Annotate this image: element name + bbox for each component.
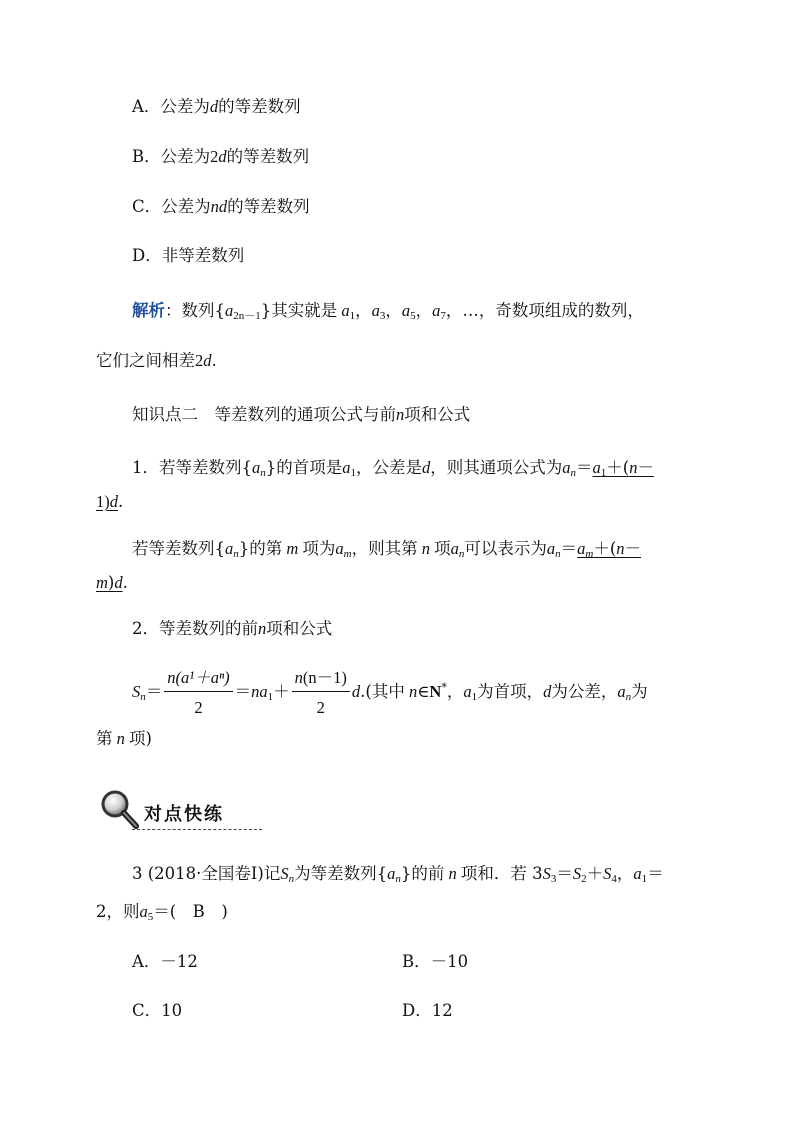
section-rule xyxy=(132,829,262,830)
knowledge-p2-line1: 若等差数列$\{a_n\}$的第 m 项为$a_m$，则其第 n 项$a_n$可以表示为$a_n=a_m+(n-$ xyxy=(132,539,642,560)
analysis-line-1: 解析：数列$\{a_{2n-1}\}$其实就是 $a_1$，$a_3$，$a_5$，$a_7$，…，奇数项组成的数列， xyxy=(132,301,644,322)
sum-formula-line2: 第 n 项) xyxy=(96,729,152,748)
analysis-label: 解析 xyxy=(132,301,165,320)
knowledge-title: 知识点二 等差数列的通项公式与前n项和公式 xyxy=(132,405,471,424)
question-line-1: 3 (2018·全国卷Ⅰ)记$S_n$为等差数列$\{a_n\}$的前 n 项和．若 $3S_3=S_2+S_4$，$a_1=$ xyxy=(132,864,664,885)
option-b: B．公差为2d的等差数列 xyxy=(132,147,310,166)
section-header xyxy=(98,788,262,832)
fraction-1: $\frac{\text{n(a¹＋aⁿ)}}{2}$ xyxy=(164,668,232,718)
option-d: D．非等差数列 xyxy=(132,246,245,265)
analysis-line-2: 它们之间相差2d. xyxy=(96,351,217,370)
fraction-2: $\frac{n(n-1)}{2}$ xyxy=(292,668,350,718)
knowledge-p3-title: 2．等差数列的前n项和公式 xyxy=(132,619,333,638)
option-a: A．公差为d的等差数列 xyxy=(132,97,301,116)
question-option-d: D．12 xyxy=(402,1001,453,1020)
knowledge-p1-line2: 1)d. xyxy=(96,492,124,511)
option-c: C．公差为nd的等差数列 xyxy=(132,197,310,216)
question-line-2: 2，则$a_5=$( B ) xyxy=(96,902,228,923)
knowledge-p1-line1: 1．若等差数列$\{a_n\}$的首项是$a_1$，公差是d，则其通项公式为$a_n=a_1+(n-$ xyxy=(132,458,654,479)
question-option-c: C．10 xyxy=(132,1001,183,1020)
question-option-b: B．－10 xyxy=(402,952,469,971)
question-option-a: A．－12 xyxy=(132,952,198,971)
magnifier-icon xyxy=(98,788,142,832)
section-title: 对点快练 xyxy=(144,804,224,825)
knowledge-p2-line2: m)d. xyxy=(96,573,128,592)
sum-formula: $S_n=$ $\frac{\text{n(a¹＋aⁿ)}}{2}$ $=na_1+$ $\frac{n(n-1)}{2}$ d.(其中 n∈N*，$a_1$为首项，d为公差，$a_n$为 xyxy=(132,667,648,717)
